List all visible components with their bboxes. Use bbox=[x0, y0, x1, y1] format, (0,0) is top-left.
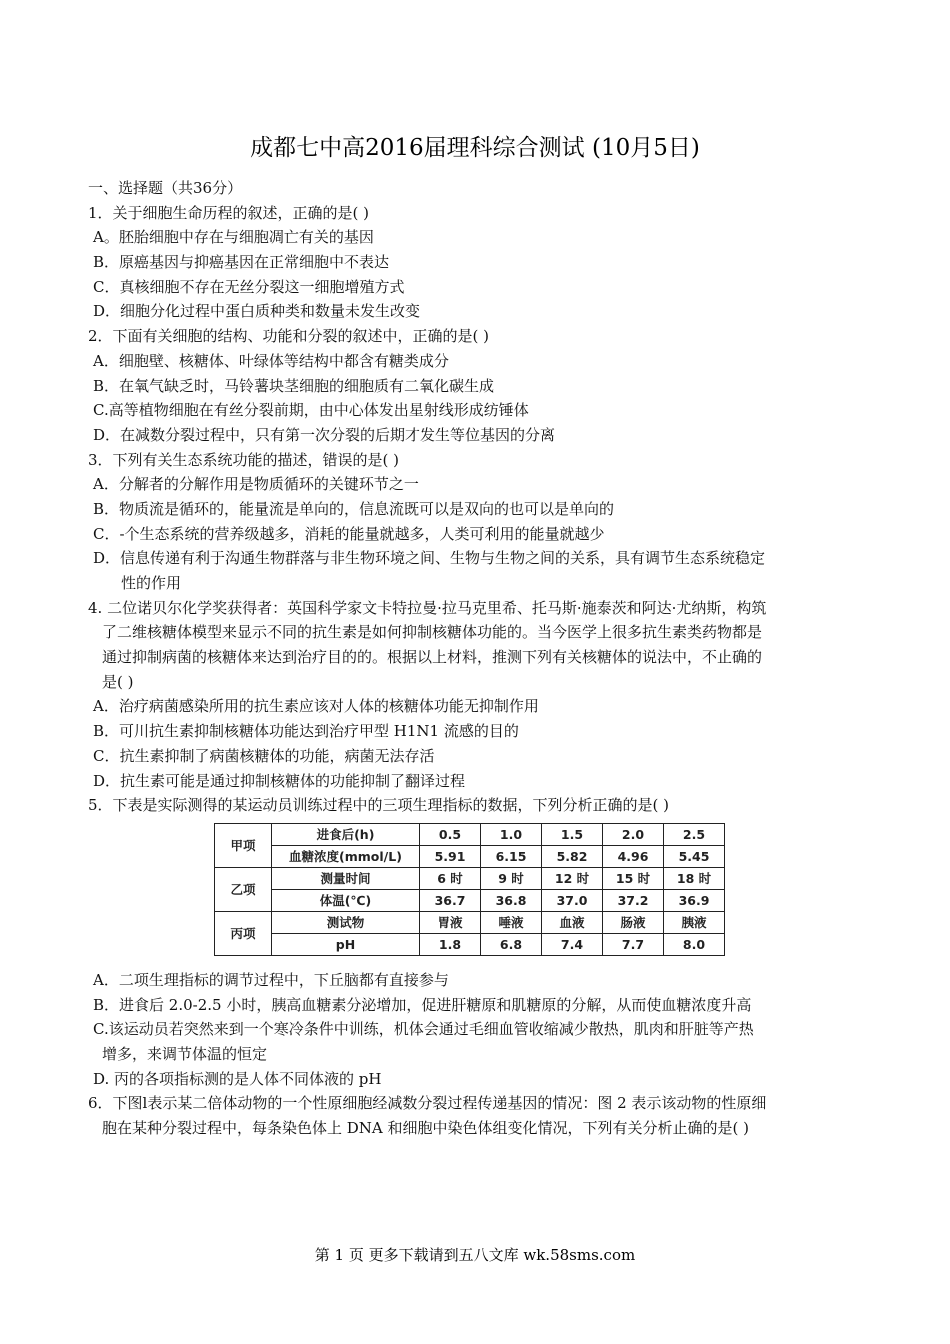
table-row bbox=[215, 845, 725, 867]
q5-option-c-cont: 增多，来调节体温的恒定 bbox=[102, 1044, 268, 1063]
table-cell: 5.45 bbox=[664, 845, 725, 867]
q2-stem: 2．下面有关细胞的结构、功能和分裂的叙述中，正确的是( ) bbox=[88, 327, 490, 346]
row-label: 体温(℃) bbox=[272, 889, 420, 911]
table-cell: 血液 bbox=[542, 911, 603, 933]
q4-stem-2: 了二维核糖体模型来显示不同的抗生素是如何抑制核糖体功能的。当今医学上很多抗生素类药物都是 bbox=[102, 623, 763, 642]
q5-stem: 5．下表是实际测得的某运动员训练过程中的三项生理指标的数据，下列分析正确的是( ) bbox=[88, 796, 670, 815]
q1-option-d: D．细胞分化过程中蛋白质种类和数量未发生改变 bbox=[93, 302, 421, 321]
row-label: 进食后(h) bbox=[272, 823, 420, 845]
table-cell: 12 时 bbox=[542, 867, 603, 889]
q5-option-b: B．进食后 2.0-2.5 小时，胰高血糖素分泌增加，促进肝糖原和肌糖原的分解，从而使血糖浓度升高 bbox=[93, 995, 752, 1014]
q3-option-d-cont: 性的作用 bbox=[121, 574, 182, 592]
physiology-table bbox=[214, 823, 725, 956]
table-cell: 15 时 bbox=[603, 867, 664, 889]
table-cell: 37.0 bbox=[542, 889, 603, 911]
row-label: pH bbox=[272, 933, 420, 955]
q2-option-d: D．在减数分裂过程中，只有第一次分裂的后期才发生等位基因的分离 bbox=[93, 425, 556, 444]
q3-option-b: B．物质流是循环的，能量流是单向的，信息流既可以是双向的也可以是单向的 bbox=[93, 499, 615, 518]
q2-option-b: B．在氧气缺乏时，马铃薯块茎细胞的细胞质有二氧化碳生成 bbox=[93, 376, 495, 395]
table-cell: 8.0 bbox=[664, 933, 725, 955]
q2-option-c: C.高等植物细胞在有丝分裂前期，由中心体发出星射线形成纺锤体 bbox=[93, 401, 529, 420]
q5-option-a: A．二项生理指标的调节过程中，下丘脑都有直接参与 bbox=[93, 970, 449, 989]
table-cell: 唾液 bbox=[481, 911, 542, 933]
table-row bbox=[215, 911, 725, 933]
table-cell: 6.15 bbox=[481, 845, 542, 867]
table-cell: 1.8 bbox=[420, 933, 481, 955]
q5-option-d: D. 丙的各项指标测的是人体不同体液的 pH bbox=[93, 1069, 382, 1088]
q4-option-a: A．治疗病菌感染所用的抗生素应该对人体的核糖体功能无抑制作用 bbox=[93, 697, 539, 716]
table-cell: 5.91 bbox=[420, 845, 481, 867]
group-label-b: 乙项 bbox=[215, 867, 272, 911]
page-footer: 第 1 页 更多下载请到五八文库 wk.58sms.com bbox=[314, 1246, 636, 1264]
table-cell: 37.2 bbox=[603, 889, 664, 911]
table-cell: 36.7 bbox=[420, 889, 481, 911]
q3-option-a: A．分解者的分解作用是物质循环的关键环节之一 bbox=[93, 475, 419, 494]
table-cell: 36.9 bbox=[664, 889, 725, 911]
table-cell: 5.82 bbox=[542, 845, 603, 867]
table-cell: 1.0 bbox=[481, 823, 542, 845]
table-cell: 6 时 bbox=[420, 867, 481, 889]
page-title: 成都七中高2016届理科综合测试 (10月5日) bbox=[250, 135, 700, 161]
q3-option-c: C．-个生态系统的营养级越多，消耗的能量就越多，人类可利用的能量就越少 bbox=[93, 524, 605, 543]
table-cell: 18 时 bbox=[664, 867, 725, 889]
group-label-c: 丙项 bbox=[215, 911, 272, 955]
table-cell: 1.5 bbox=[542, 823, 603, 845]
q5-table-wrap bbox=[88, 818, 858, 968]
table-cell: 2.0 bbox=[603, 823, 664, 845]
table-row bbox=[215, 867, 725, 889]
q1-stem: 1．关于细胞生命历程的叙述，正确的是( ) bbox=[88, 203, 370, 222]
row-label: 测量时间 bbox=[272, 867, 420, 889]
q4-option-d: D．抗生素可能是通过抑制核糖体的功能抑制了翻译过程 bbox=[93, 771, 466, 790]
q4-option-c: C．抗生素抑制了病菌核糖体的功能，病菌无法存活 bbox=[93, 746, 435, 765]
table-cell: 0.5 bbox=[420, 823, 481, 845]
table-cell: 肠液 bbox=[603, 911, 664, 933]
section-heading: 一、选择题（共36分） bbox=[88, 179, 243, 197]
exam-content bbox=[88, 176, 858, 1141]
table-cell: 4.96 bbox=[603, 845, 664, 867]
q4-stem-3: 通过抑制病菌的核糖体来达到治疗目的的。根据以上材料，推测下列有关核糖体的说法中，不止确的 bbox=[102, 648, 763, 667]
q3-option-d: D．信息传递有利于沟通生物群落与非生物环境之间、生物与生物之间的关系，具有调节生态系统稳定 bbox=[93, 549, 766, 568]
table-cell: 7.7 bbox=[603, 933, 664, 955]
q4-option-b: B．可川抗生素抑制核糖体功能达到治疗甲型 H1N1 流感的目的 bbox=[93, 722, 519, 741]
row-label: 测试物 bbox=[272, 911, 420, 933]
row-label: 血糖浓度(mmol/L) bbox=[272, 845, 420, 867]
table-cell: 胰液 bbox=[664, 911, 725, 933]
table-cell: 胃液 bbox=[420, 911, 481, 933]
q1-option-c: C．真核细胞不存在无丝分裂这一细胞增殖方式 bbox=[93, 277, 405, 296]
q6-stem-1: 6．下图l表示某二倍体动物的一个性原细胞经减数分裂过程传递基因的情况：图 2 表示该动物的性原细 bbox=[88, 1094, 767, 1113]
q1-option-b: B．原癌基因与抑癌基因在正常细胞中不表达 bbox=[93, 253, 390, 272]
table-row bbox=[215, 823, 725, 845]
table-row bbox=[215, 889, 725, 911]
table-cell: 7.4 bbox=[542, 933, 603, 955]
q3-stem: 3．下列有关生态系统功能的描述，错误的是( ) bbox=[88, 450, 400, 469]
q1-option-a: A。胚胎细胞中存在与细胞凋亡有关的基因 bbox=[93, 228, 374, 247]
q4-stem-1: 4. 二位诺贝尔化学奖获得者：英国科学家文卡特拉曼·拉马克里希、托马斯·施泰茨和阿达·尤纳斯，构筑 bbox=[88, 598, 767, 617]
group-label-a: 甲项 bbox=[215, 823, 272, 867]
q4-stem-4: 是( ) bbox=[102, 672, 134, 691]
table-cell: 9 时 bbox=[481, 867, 542, 889]
q2-option-a: A．细胞壁、核糖体、叶绿体等结构中都含有糖类成分 bbox=[93, 351, 449, 370]
q6-stem-2: 胞在某种分裂过程中，每条染色体上 DNA 和细胞中染色体组变化情况，下列有关分析止确的是( ) bbox=[102, 1119, 749, 1137]
table-row bbox=[215, 933, 725, 955]
table-cell: 6.8 bbox=[481, 933, 542, 955]
table-cell: 2.5 bbox=[664, 823, 725, 845]
q5-option-c: C.该运动员若突然来到一个寒冷条件中训练，机体会通过毛细血管收缩减少散热，肌肉和肝脏等产热 bbox=[93, 1020, 754, 1039]
table-cell: 36.8 bbox=[481, 889, 542, 911]
